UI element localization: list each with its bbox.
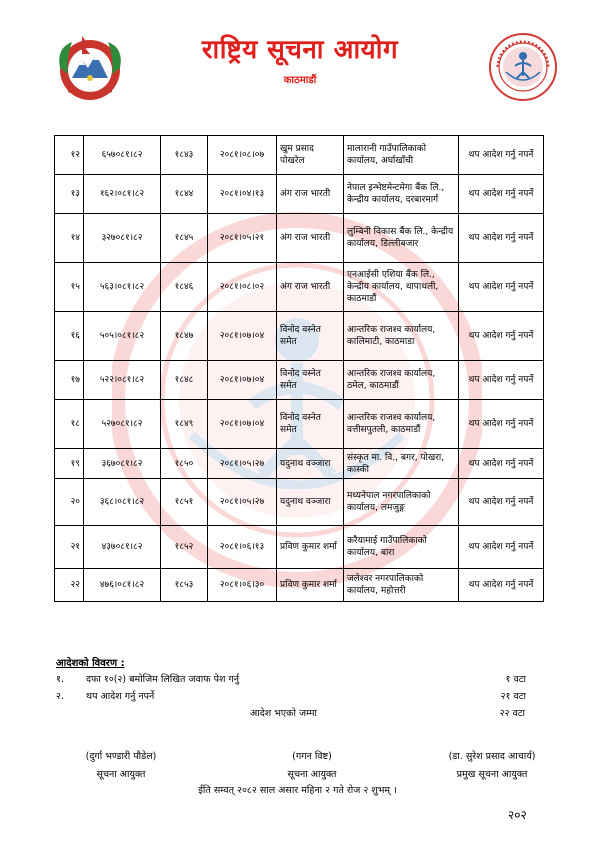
summary-heading: आदेशको विवरण :: [56, 658, 125, 669]
serial-number-cell: १९: [55, 449, 84, 479]
order-cell: थप आदेश गर्नु नपर्ने: [459, 479, 544, 526]
nepal-emblem-logo: [52, 28, 128, 104]
table-row: [55, 400, 544, 449]
summary-item-count: २१ वटा: [500, 691, 526, 702]
serial-number-cell: १७: [55, 361, 84, 400]
summary-item-number: २.: [56, 691, 64, 702]
orders-table: [54, 135, 544, 602]
serial-number-cell: १५: [55, 263, 84, 312]
applicant-name-cell: विनोद वस्नेत समेत: [277, 400, 344, 449]
order-cell: थप आदेश गर्नु नपर्ने: [459, 361, 544, 400]
registration-number-cell: ५०५।०८१।८२: [84, 312, 161, 361]
respondent-office-cell: नेपाल इन्भेष्टमेन्टमेगा बैंक लि., केन्द्रीय कार्यालय, दरबारमार्ग: [344, 175, 459, 214]
page-number: २०२: [508, 808, 527, 822]
order-cell: थप आदेश गर्नु नपर्ने: [459, 136, 544, 175]
nic-seal-logo: [488, 32, 558, 102]
summary-item: [56, 689, 526, 703]
applicant-name-cell: प्रविण कुमार शर्मा: [277, 569, 344, 602]
order-cell: थप आदेश गर्नु नपर्ने: [459, 569, 544, 602]
respondent-office-cell: एनआईसी एशिया बैंक लि., केन्द्रीय कार्यालय, थापाथली, काठमाडौं: [344, 263, 459, 312]
serial-number-cell: १४: [55, 214, 84, 263]
table-row: [55, 312, 544, 361]
respondent-office-cell: संस्कृत मा. वि., बगर, पोखरा, कास्की: [344, 449, 459, 479]
serial-number-cell: १८: [55, 400, 84, 449]
order-cell: थप आदेश गर्नु नपर्ने: [459, 214, 544, 263]
summary-item: [56, 672, 526, 686]
applicant-name-cell: अंग राज भारती: [277, 214, 344, 263]
decision-number-cell: १८४५: [161, 214, 208, 263]
order-cell: थप आदेश गर्नु नपर्ने: [459, 263, 544, 312]
serial-number-cell: १३: [55, 175, 84, 214]
date-cell: २०८१।०७।०४: [208, 361, 277, 400]
respondent-office-cell: आन्तरिक राजश्व कार्यालय, वत्तीसपुतली, काठमाडौं: [344, 400, 459, 449]
summary-item-text: दफा १०(२) बमोजिम लिखित जवाफ पेश गर्नु: [86, 674, 240, 685]
order-cell: थप आदेश गर्नु नपर्ने: [459, 175, 544, 214]
decision-number-cell: १८४७: [161, 312, 208, 361]
table-row: [55, 569, 544, 602]
serial-number-cell: २२: [55, 569, 84, 602]
signatory-name: (गगन विष्ट): [292, 751, 332, 762]
commission-title: राष्ट्रिय सूचना आयोग: [201, 35, 399, 65]
date-cell: २०८१।०५।२७: [208, 479, 277, 526]
table-row: [55, 263, 544, 312]
decision-number-cell: १८४४: [161, 175, 208, 214]
signature-block: [412, 748, 572, 784]
applicant-name-cell: विनोद वस्नेत समेत: [277, 361, 344, 400]
respondent-office-cell: मध्यनेपाल नगरपालिकाको कार्यालय, लमजुङ्ग: [344, 479, 459, 526]
respondent-office-cell: आन्तरिक राजश्व कार्यालय, कालिमाटी, काठमाडा: [344, 312, 459, 361]
signature-block: [46, 748, 196, 784]
table-row: [55, 526, 544, 569]
date-cell: २०८१।०५।२१: [208, 214, 277, 263]
decision-number-cell: १८४६: [161, 263, 208, 312]
date-cell: २०८१।०८।०७: [208, 136, 277, 175]
decision-number-cell: १८४९: [161, 400, 208, 449]
registration-number-cell: ५६३।०८१।८२: [84, 263, 161, 312]
date-cell: २०८१।०७।०४: [208, 312, 277, 361]
signatory-name: (दुर्गा भण्डारी पौडेल): [85, 751, 157, 762]
registration-number-cell: ६५७०८१।८२: [84, 136, 161, 175]
order-cell: थप आदेश गर्नु नपर्ने: [459, 449, 544, 479]
summary-total-label: आदेश भएको जम्मा: [250, 708, 317, 719]
table-row: [55, 479, 544, 526]
table-row: [55, 449, 544, 479]
serial-number-cell: २०: [55, 479, 84, 526]
registration-number-cell: ३२७०८१।८२: [84, 214, 161, 263]
location-subtitle: काठमाडौं: [283, 75, 317, 86]
date-line: ईति सम्वत् २०८२ साल असार महिना २ गते रोज २ शुभम् ।: [198, 785, 397, 796]
table-row: [55, 136, 544, 175]
page-header: [0, 0, 595, 120]
respondent-office-cell: लुम्बिनी विकास बैंक लि., केन्द्रीय कार्यालय, डिल्लीबजार: [344, 214, 459, 263]
applicant-name-cell: खुम प्रसाद पोखरेल: [277, 136, 344, 175]
serial-number-cell: १२: [55, 136, 84, 175]
decision-number-cell: १८५०: [161, 449, 208, 479]
summary-item-text: थप आदेश गर्नु नपर्ने: [86, 691, 155, 702]
decision-number-cell: १८४३: [161, 136, 208, 175]
serial-number-cell: २१: [55, 526, 84, 569]
table-row: [55, 361, 544, 400]
applicant-name-cell: यदुनाथ वञ्जारा: [277, 449, 344, 479]
registration-number-cell: ५२२।०८१।८२: [84, 361, 161, 400]
respondent-office-cell: करैयामाई गाउँपालिकाको कार्यालय, बारा: [344, 526, 459, 569]
signatory-title: प्रमुख सूचना आयुक्त: [456, 769, 528, 780]
applicant-name-cell: अंग राज भारती: [277, 175, 344, 214]
summary-total-count: २२ वटा: [499, 708, 525, 719]
date-cell: २०८१।०७।०४: [208, 400, 277, 449]
registration-number-cell: ४३७०८१।८२: [84, 526, 161, 569]
order-cell: थप आदेश गर्नु नपर्ने: [459, 526, 544, 569]
decision-number-cell: १८५१: [161, 479, 208, 526]
table-row: [55, 214, 544, 263]
registration-number-cell: ३६८।०८१।८२: [84, 479, 161, 526]
date-cell: २०८१।०४।१३: [208, 175, 277, 214]
date-cell: २०८१।०५।२७: [208, 449, 277, 479]
registration-number-cell: ४७६।०८१।८२: [84, 569, 161, 602]
respondent-office-cell: जलेश्वर नगरपालिकाको कार्यालय, महोत्तरी: [344, 569, 459, 602]
date-cell: २०८१।०६।३०: [208, 569, 277, 602]
table-row: [55, 175, 544, 214]
signatory-name: (डा. सुरेश प्रसाद आचार्य): [448, 751, 536, 762]
respondent-office-cell: आन्तरिक राजश्व कार्यालय, ठमेल, काठमाडौं: [344, 361, 459, 400]
decision-number-cell: १८४८: [161, 361, 208, 400]
respondent-office-cell: मालारानी गाउँपालिकाको कार्यालय, अर्घाखाँची: [344, 136, 459, 175]
date-cell: २०८१।०८।०२: [208, 263, 277, 312]
applicant-name-cell: अंग राज भारती: [277, 263, 344, 312]
signatory-title: सूचना आयुक्त: [287, 769, 337, 780]
order-cell: थप आदेश गर्नु नपर्ने: [459, 400, 544, 449]
summary-item-number: १.: [56, 674, 64, 685]
date-cell: २०८१।०६।१३: [208, 526, 277, 569]
applicant-name-cell: विनोद वस्नेत समेत: [277, 312, 344, 361]
registration-number-cell: ३६७०८१।८२: [84, 449, 161, 479]
registration-number-cell: १६२।०८१।८२: [84, 175, 161, 214]
serial-number-cell: १६: [55, 312, 84, 361]
applicant-name-cell: यदुनाथ वञ्जारा: [277, 479, 344, 526]
decision-number-cell: १८५२: [161, 526, 208, 569]
signature-block: [237, 748, 387, 784]
decision-number-cell: १८५३: [161, 569, 208, 602]
signatory-title: सूचना आयुक्त: [96, 769, 146, 780]
registration-number-cell: ५२७०८१।८२: [84, 400, 161, 449]
order-cell: थप आदेश गर्नु नपर्ने: [459, 312, 544, 361]
summary-item-count: १ वटा: [505, 674, 526, 685]
applicant-name-cell: प्रविण कुमार शर्मा: [277, 526, 344, 569]
